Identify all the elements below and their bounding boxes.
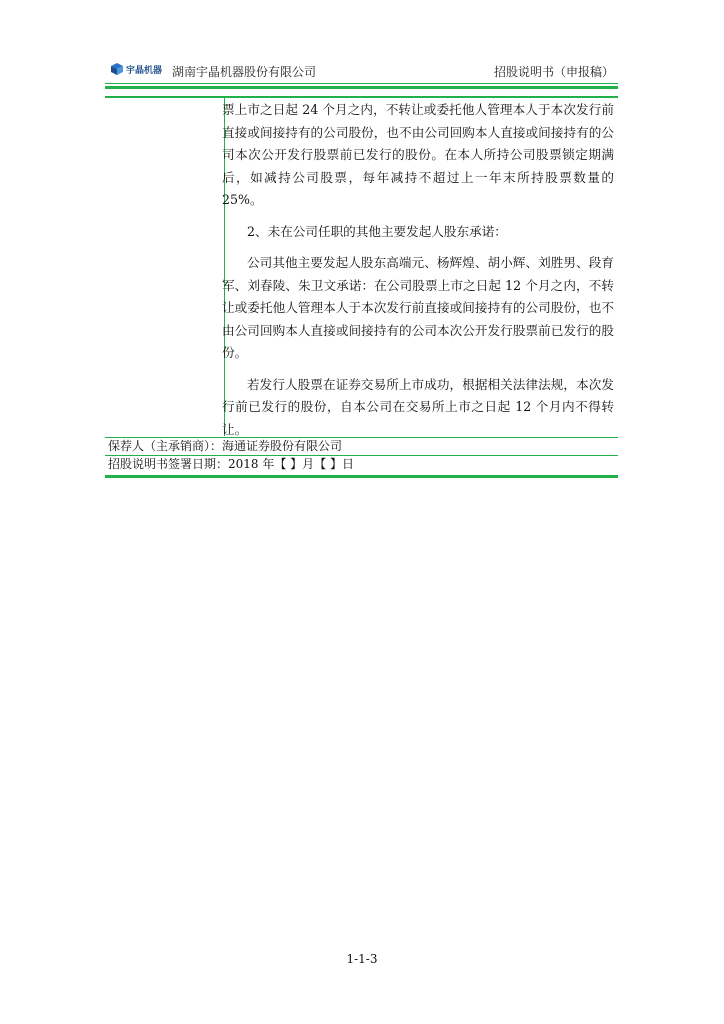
document-title: 招股说明书（申报稿） <box>493 65 614 79</box>
commitment-content <box>222 99 614 441</box>
sign-date-row: 招股说明书签署日期：2018 年【 】月【 】日 <box>105 455 618 472</box>
logo-text: 宇晶机器 <box>126 65 163 76</box>
company-logo <box>110 62 170 76</box>
page-number: 1-1-3 <box>346 952 378 966</box>
company-name: 湖南宇晶机器股份有限公司 <box>172 65 317 79</box>
paragraph-heading-other-shareholders: 2、未在公司任职的其他主要发起人股东承诺： <box>247 223 507 239</box>
paragraph-lockup-continued: 票上市之日起 24 个月之内，不转让或委托他人管理本人于本次发行前直接或间接持有的公司股份，也不由公司回购本人直接或间接持有的公司本次公开发行股票前已发行的股份。在本人所持公司股票锁定期满后，如减持公司股票，每年减持不超过上一年末所持股票数量的 25%。 <box>222 102 614 207</box>
header-rule-thin <box>105 83 618 84</box>
sponsor-row: 保荐人（主承销商）：海通证券股份有限公司 <box>105 437 618 454</box>
header-rule-thick <box>105 86 618 89</box>
logo-cube-icon <box>110 62 124 76</box>
footer-rule <box>105 475 618 478</box>
paragraph-other-shareholders-commitment: 公司其他主要发起人股东高端元、杨辉煌、胡小辉、刘胜男、段育军、刘春陵、朱卫文承诺：在公司股票上市之日起 12 个月之内，不转让或委托他人管理本人于本次发行前直接或间接持有的公司股份，也不由公司回购本人直接或间接持有的公司本次公开发行股票前已发行的股份。 <box>222 255 614 360</box>
paragraph-listing-restriction: 若发行人股票在证券交易所上市成功，根据相关法律法规，本次发行前已发行的股份，自本公司在交易所上市之日起 12 个月内不得转让。 <box>222 376 614 437</box>
